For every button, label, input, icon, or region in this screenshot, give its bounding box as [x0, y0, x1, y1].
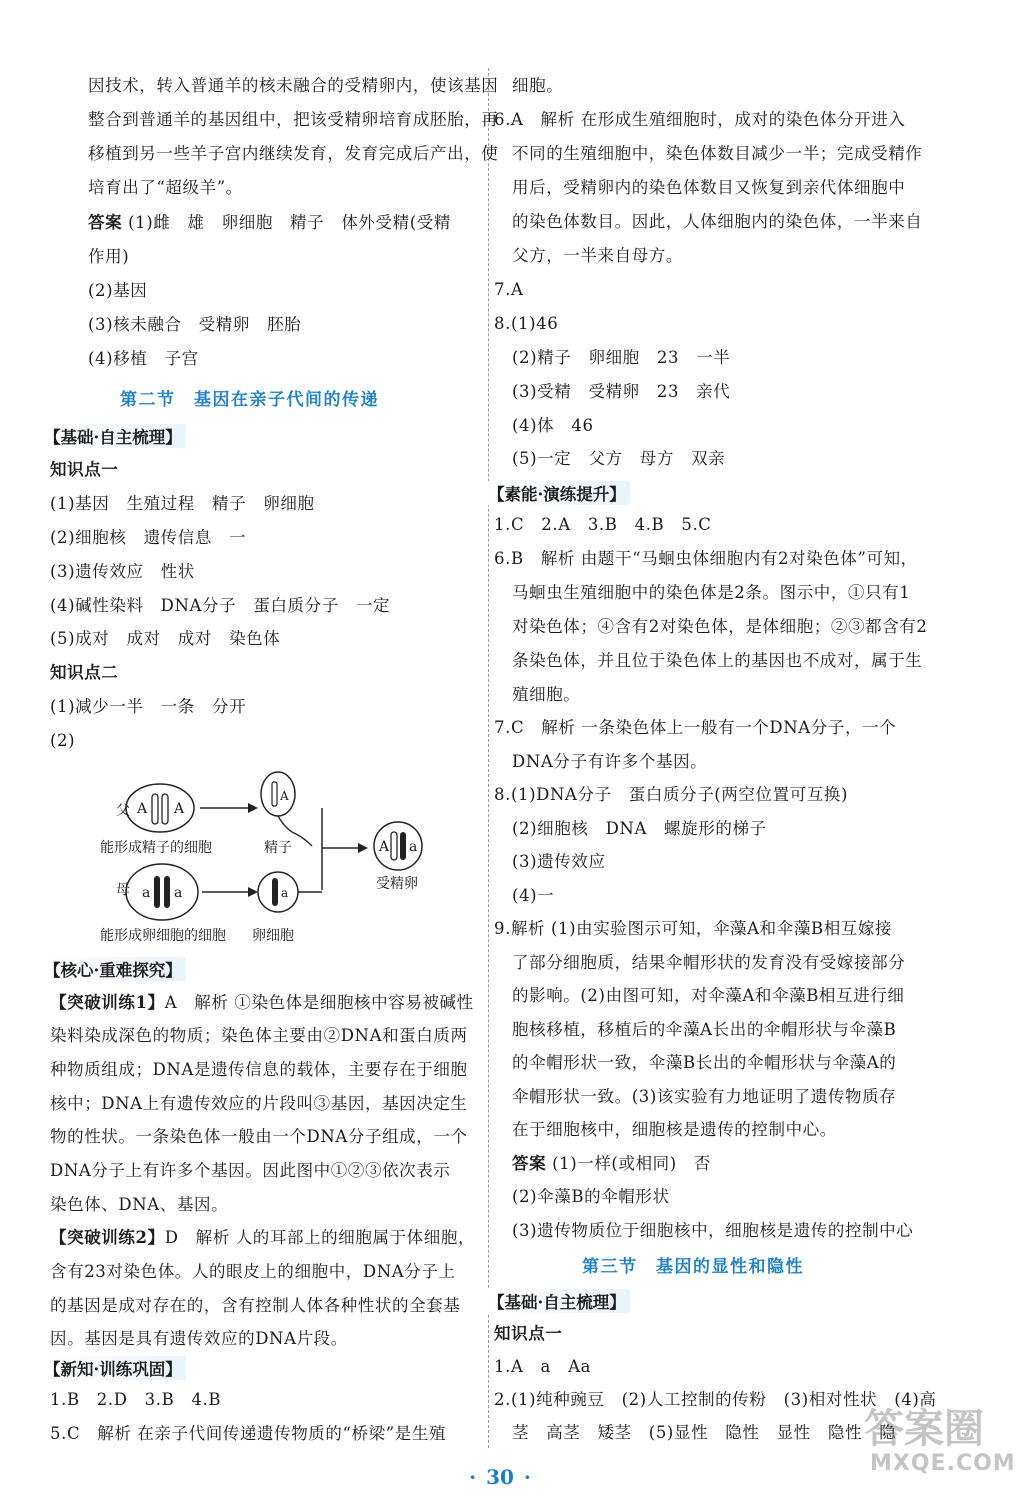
- text-line: 条染色体，并且位于染色体上的基因也不成对，属于生: [512, 651, 923, 670]
- column-divider: [488, 68, 489, 1448]
- text-line: (1)减少一半 一条 分开: [50, 697, 247, 716]
- text-line: 了部分细胞质，结果伞帽形状的发育没有受嫁接部分: [512, 953, 906, 972]
- answer-label: 答案: [512, 1154, 547, 1173]
- text-line: 在于细胞核中，细胞核是遗传的控制中心。: [512, 1120, 837, 1139]
- text-line: [50, 991, 474, 1015]
- text-line: 含有23对染色体。人的眼皮上的细胞中，DNA分子上: [50, 1262, 456, 1281]
- exercise-label: 【突破训练1】: [50, 993, 165, 1012]
- text-line: 细胞。: [512, 76, 564, 95]
- text-line: (3)核未融合 受精卵 胚胎: [88, 315, 302, 334]
- text-line: 8.(1)DNA分子 蛋白质分子(两空位置可互换): [494, 785, 849, 804]
- text-line: 用后，受精卵内的染色体数目又恢复到亲代体细胞中: [512, 178, 906, 197]
- arrow-head: [248, 887, 258, 897]
- text-line: 的染色体数目。因此，人体细胞内的染色体，一半来自: [512, 212, 923, 231]
- allele-a: a: [281, 886, 289, 900]
- watermark-url: MXQE.COM: [870, 1451, 1016, 1476]
- watermark-text: 答案圈: [864, 1406, 984, 1452]
- text-line: (4)移植 子宫: [88, 349, 199, 368]
- allele-A: A: [280, 789, 289, 803]
- text-line: (2)细胞核 遗传信息 一: [50, 528, 247, 547]
- zygote-label: 受精卵: [376, 876, 418, 892]
- text-line: (3)遗传物质位于细胞核中，细胞核是遗传的控制中心: [512, 1221, 914, 1240]
- allele-a: a: [409, 839, 418, 855]
- text-line: 1.A a Aa: [494, 1357, 592, 1376]
- allele-A: A: [174, 801, 185, 817]
- text-line: (5)一定 父方 母方 双亲: [512, 449, 726, 468]
- text-line: 培育出了“超级羊”。: [88, 178, 243, 197]
- section-tag: 【基础·自主梳理】: [44, 424, 186, 448]
- text-line: 1.B 2.D 3.B 4.B: [50, 1390, 222, 1409]
- chromosome: [400, 832, 406, 860]
- text-line: 2.(1)纯种豌豆 (2)人工控制的传粉 (3)相对性状 (4)高: [494, 1390, 937, 1409]
- answer-label: 答案: [88, 213, 123, 232]
- text-span: D 解析 人的耳部上的细胞属于体细胞，: [164, 1228, 476, 1247]
- section-title: 第三节 基因的显性和隐性: [582, 1257, 804, 1277]
- chromosome: [164, 876, 170, 908]
- mother-label: 母: [116, 882, 130, 898]
- knowledge-point-heading: 知识点二: [50, 663, 119, 682]
- text-line: 6.B 解析 由题干“马蛔虫体细胞内有2对染色体”可知，: [494, 549, 918, 568]
- exercise-label: 【突破训练2】: [50, 1228, 165, 1247]
- text-line: 因技术，转入普通羊的核未融合的受精卵内，使该基因: [88, 76, 499, 95]
- text-line: 因。基因是具有遗传效应的DNA片段。: [50, 1329, 348, 1348]
- text-line: 的伞帽形状一致，伞藻B长出的伞帽形状与伞藻A的: [512, 1053, 897, 1072]
- mother-cell-label: 能形成卵细胞的细胞: [100, 928, 226, 944]
- chromosome: [272, 782, 277, 806]
- mother-cell: [126, 864, 198, 920]
- text-line: (4)一: [512, 886, 555, 905]
- father-label: 父: [116, 803, 130, 819]
- allele-a: a: [142, 885, 151, 901]
- text-line: (4)体 46: [512, 416, 594, 435]
- text-line: 7.A: [494, 280, 524, 299]
- text-line: 对染色体；④含有2对染色体，是体细胞；②③都含有2: [512, 617, 928, 636]
- chromosome: [272, 878, 278, 906]
- text-line: 1.C 2.A 3.B 4.B 5.C: [494, 515, 712, 534]
- text-line: DNA分子有许多个基因。: [512, 752, 708, 771]
- text-line: 染料染成深色的物质；染色体主要由②DNA和蛋白质两: [50, 1026, 468, 1045]
- text-line: 殖细胞。: [512, 685, 581, 704]
- text-line: (2)基因: [88, 281, 148, 300]
- text-line: 的基因是成对存在的，含有控制人体各种性状的全套基: [50, 1296, 461, 1315]
- text-line: 不同的生殖细胞中，染色体数目减少一半；完成受精作: [512, 144, 923, 163]
- text-line: 移植到另一些羊子宫内继续发育，发育完成后产出，使: [88, 144, 499, 163]
- chromosome: [152, 794, 158, 824]
- section-tag: 【素能·演练提升】: [488, 481, 630, 505]
- sperm-cell: [261, 772, 295, 816]
- answer-line: [88, 211, 451, 235]
- text-line: 染色体、DNA、基因。: [50, 1195, 229, 1214]
- text-span: A 解析 ①染色体是细胞核中容易被碱性: [164, 993, 474, 1012]
- text-line: 9.解析 (1)由实验图示可知，伞藻A和伞藻B相互嫁接: [494, 919, 893, 938]
- text-line: (4)碱性染料 DNA分子 蛋白质分子 一定: [50, 596, 391, 615]
- text-line: 胞核移植，移植后的伞藻A长出的伞帽形状与伞藻B: [512, 1020, 897, 1039]
- text-line: 5.C 解析 在亲子代间传递遗传物质的“桥梁”是生殖: [50, 1424, 447, 1443]
- section-tag: 【新知·训练巩固】: [44, 1356, 186, 1380]
- text-line: (3)遗传效应: [512, 852, 606, 871]
- allele-A: A: [379, 839, 390, 855]
- text-line: 父方，一半来自母方。: [512, 246, 683, 265]
- egg-label: 卵细胞: [252, 928, 294, 944]
- page-number: [0, 1465, 1000, 1489]
- dot-icon: ·: [469, 1465, 477, 1489]
- chromosome: [162, 794, 168, 824]
- text-line: (3)遗传效应 性状: [50, 562, 195, 581]
- section-tag: 【核心·重难探究】: [44, 957, 186, 981]
- arrow-head: [358, 843, 368, 853]
- text-line: (2)伞藻B的伞帽形状: [512, 1187, 670, 1206]
- dot-icon: ·: [523, 1465, 531, 1489]
- knowledge-point-heading: 知识点一: [50, 460, 119, 479]
- text-line: (2): [50, 731, 76, 750]
- text-line: (1)基因 生殖过程 精子 卵细胞: [50, 494, 315, 513]
- text-line: 核中；DNA上有遗传效应的片段叫③基因，基因决定生: [50, 1094, 468, 1113]
- text-line: 6.A 解析 在形成生殖细胞时，成对的染色体分开进入: [494, 110, 906, 129]
- text-line: 8.(1)46: [494, 314, 559, 333]
- answer-text: (1)一样(或相同) 否: [552, 1154, 712, 1173]
- section-tag: 【基础·自主梳理】: [488, 1289, 630, 1313]
- text-line: (2)精子 卵细胞 23 一半: [512, 348, 731, 367]
- knowledge-point-heading: 知识点一: [494, 1324, 563, 1343]
- text-line: 整合到普通羊的基因组中，把该受精卵培育成胚胎，再: [88, 110, 499, 129]
- text-line: 的影响。(2)由图可知，对伞藻A和伞藻B相互进行细: [512, 986, 905, 1005]
- allele-A: A: [137, 801, 148, 817]
- page-number-text: 30: [486, 1465, 514, 1489]
- text-line: 伞帽形状一致。(3)该实验有力地证明了遗传物质存: [512, 1087, 897, 1106]
- text-line: 茎 高茎 矮茎 (5)显性 隐性 显性 隐性 隐: [512, 1423, 897, 1442]
- chromosome: [154, 876, 160, 908]
- allele-a: a: [174, 885, 183, 901]
- fertilization-diagram: [90, 760, 450, 950]
- text-line: (2)细胞核 DNA 螺旋形的梯子: [512, 819, 767, 838]
- sperm-label: 精子: [264, 840, 292, 856]
- chromosome: [391, 832, 397, 860]
- text-line: [50, 1226, 475, 1250]
- text-line: 作用): [88, 247, 130, 266]
- arrow-head: [248, 803, 258, 813]
- section-title: 第二节 基因在亲子代间的传递: [120, 390, 379, 410]
- text-line: DNA分子上有许多个基因。因此图中①②③依次表示: [50, 1161, 451, 1180]
- text-line: 7.C 解析 一条染色体上一般有一个DNA分子，一个: [494, 718, 897, 737]
- text-line: 物的性状。一条染色体一般由一个DNA分子组成，一个: [50, 1127, 468, 1146]
- father-cell-label: 能形成精子的细胞: [100, 840, 212, 856]
- text-line: (3)受精 受精卵 23 亲代: [512, 382, 731, 401]
- text-line: (5)成对 成对 成对 染色体: [50, 629, 281, 648]
- text-line: 种物质组成；DNA是遗传信息的载体，主要存在于细胞: [50, 1060, 468, 1079]
- text-line: 马蛔虫生殖细胞中的染色体是2条。图示中，①只有1: [512, 583, 911, 602]
- answer-text: (1)雌 雄 卵细胞 精子 体外受精(受精: [128, 213, 451, 232]
- answer-line: [512, 1152, 711, 1176]
